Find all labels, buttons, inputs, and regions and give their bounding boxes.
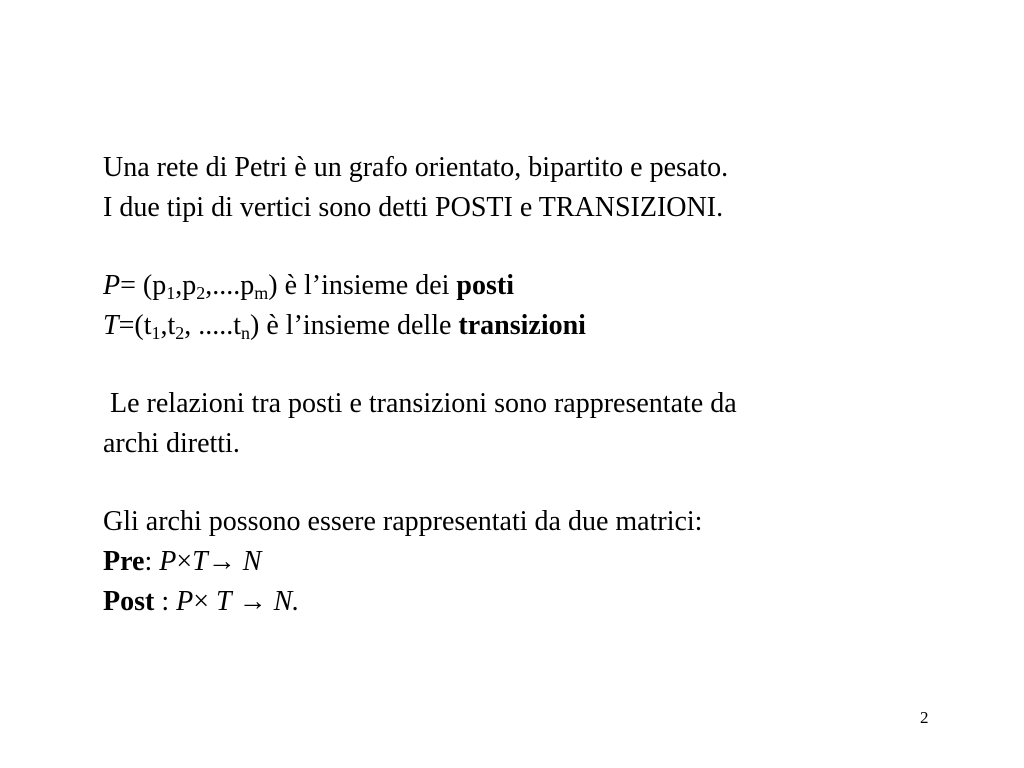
spacer <box>103 346 923 384</box>
term-transizioni: transizioni <box>458 310 586 341</box>
spacer <box>103 464 923 502</box>
post-matrix-line: Post : P× T → N. <box>103 586 300 617</box>
term-posti: posti <box>456 270 514 301</box>
slide-body <box>103 148 923 622</box>
times-symbol: × <box>193 586 217 617</box>
pre-label: Pre <box>103 546 145 577</box>
arrow-symbol: → <box>231 586 274 617</box>
var-t: T <box>103 310 119 341</box>
spacer <box>103 228 923 266</box>
matrices-intro: Gli archi possono essere rappresentati da due matrici: <box>103 506 703 537</box>
page-number: 2 <box>920 708 929 727</box>
definition-line: Una rete di Petri è un grafo orientato, bipartito e pesato. <box>103 152 729 183</box>
relations-line-2: archi diretti. <box>103 428 240 459</box>
times-symbol: × <box>176 546 193 577</box>
transitions-definition: $T=(t_1,t_2$, $.....t_n$) è l’insieme delle transizioni <box>103 310 586 343</box>
pre-matrix-line: Pre: P×T→ N <box>103 546 262 577</box>
post-label: Post <box>103 586 155 617</box>
relations-line-1: Le relazioni tra posti e transizioni sono rappresentate da <box>103 388 737 419</box>
vertex-types-line: I due tipi di vertici sono detti POSTI e TRANSIZIONI. <box>103 192 724 223</box>
arrow-symbol: → <box>207 546 243 577</box>
var-p: P <box>103 270 121 301</box>
places-definition: $P= (p_1,p_2,....p_m)$ è l’insieme dei posti <box>103 270 514 303</box>
